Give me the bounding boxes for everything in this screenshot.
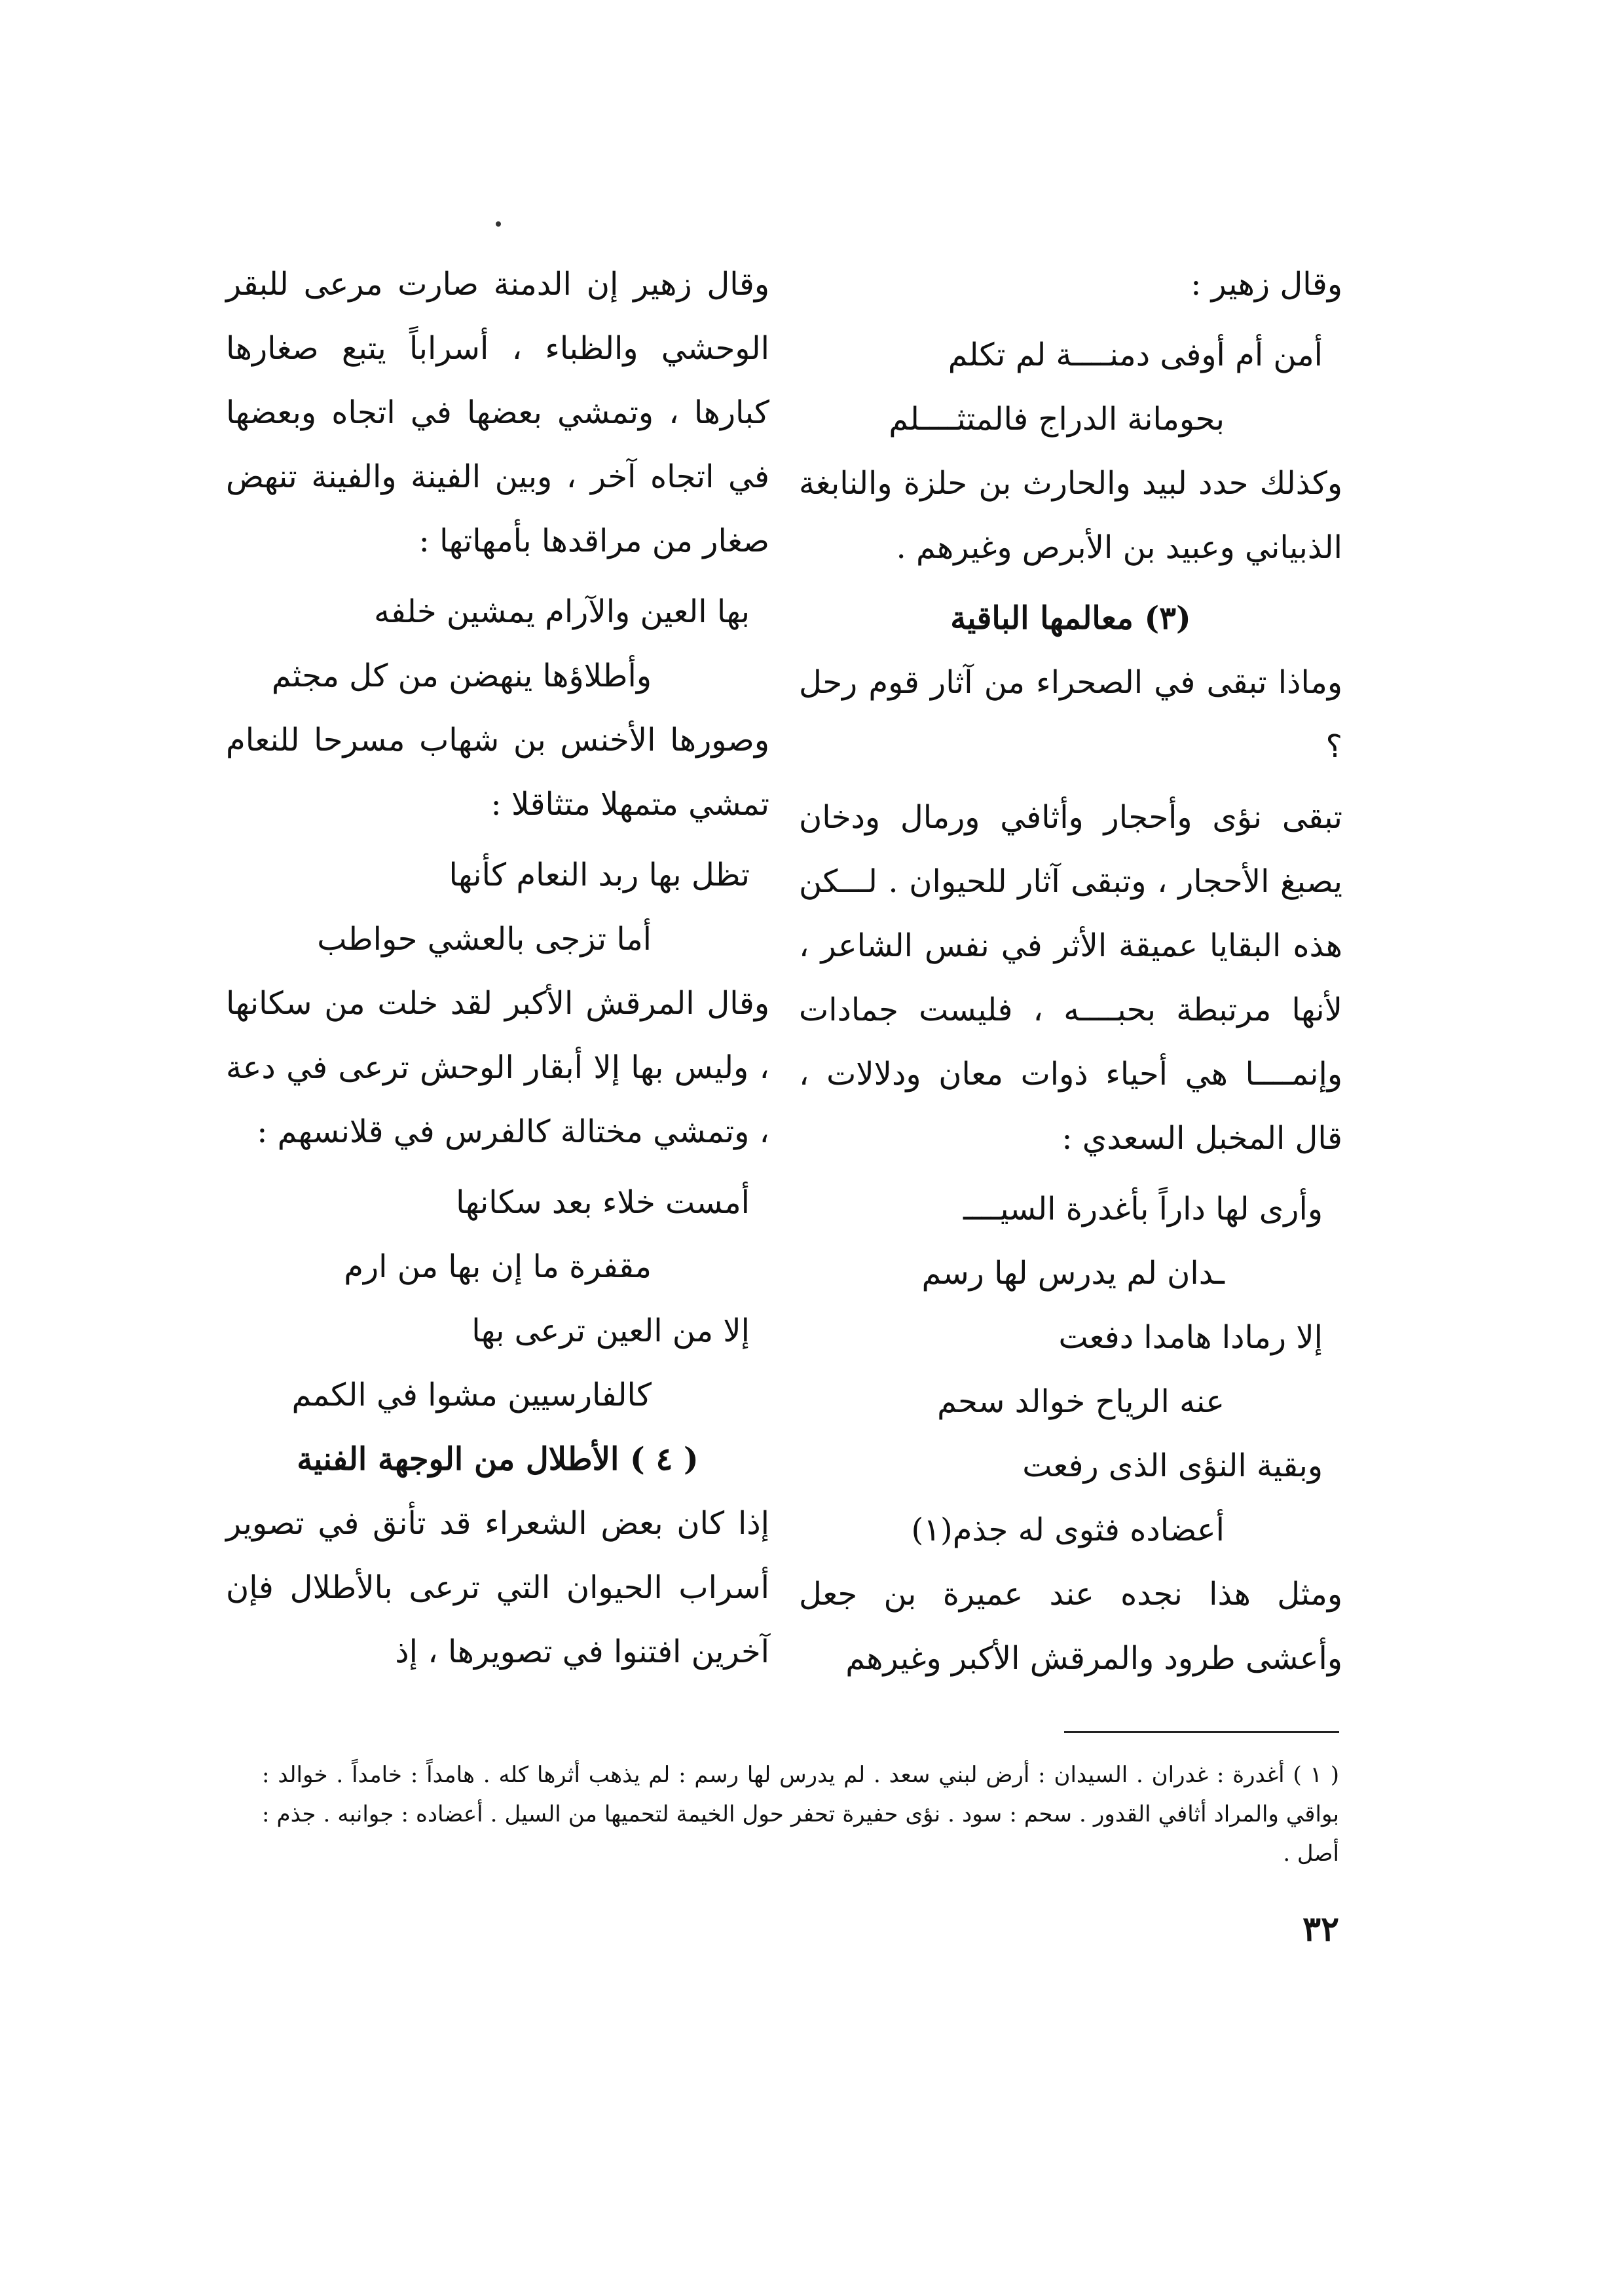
right-para2: وماذا تبقى في الصحراء من آثار قوم رحل ؟ — [799, 664, 1342, 765]
left-verse2-b: أما تزجى بالعشي حواطب — [317, 921, 652, 958]
right-verse1-a: أمن أم أوفى دمنــــة لم تكلم — [948, 337, 1323, 373]
left-verse1-b: وأطلاؤها ينهضن من كل مجثم — [271, 658, 652, 694]
right-intro: وقال زهير : — [1190, 266, 1342, 303]
left-verse3-c: إلا من العين ترعى بها — [471, 1313, 750, 1349]
right-section-heading: (٣) معالمها الباقية — [950, 600, 1191, 637]
left-para1: وقال زهير إن الدمنة صارت مرعى للبقر الوحشي والظباء ، أسراباً يتبع صغارها كبارها ، وتمشي بعضها في اتجاه وبعضها في اتجاه آخر ، وبين الفينة والفينة تنهض صغار من مراقدها بأمهاتها : — [226, 266, 769, 559]
left-para4: إذا كان بعض الشعراء قد تأنق في تصوير أسراب الحيوان التي ترعى بالأطلال فإن آخرين افتنوا في تصويرها ، إذ — [226, 1505, 769, 1670]
left-verse3-d: كالفارسيين مشوا في الكمم — [291, 1377, 652, 1413]
right-verse2-e: وبقية النؤى الذى رفعت — [1022, 1447, 1323, 1484]
footnote-rule — [1064, 1731, 1339, 1733]
footnote — [262, 1755, 1339, 1873]
ink-dot — [496, 221, 501, 227]
right-para1: وكذلك حدد لبيد والحارث بن حلزة والنابغة الذبياني وعبيد بن الأبرص وغيرهم . — [799, 465, 1342, 566]
left-section-heading: ( ٤ ) الأطلال من الوجهة الفنية — [297, 1441, 699, 1478]
right-verse1-b: بحومانة الدراج فالمتثــــلم — [889, 401, 1225, 438]
left-para2: وصورها الأخنس بن شهاب مسرحا للنعام تمشي متمهلا متثاقلا : — [226, 722, 769, 823]
right-column — [799, 252, 1342, 1697]
right-verse2-a: وأرى لها داراً بأغدرة السيــــ — [963, 1191, 1323, 1227]
footnote-text: ( ١ ) أغدرة : غدران . السيدان : أرض لبني سعد . لم يدرس لها رسم : لم يذهب أثرها كله . هامداً : خامداً . خوالد : بواقي والمراد أثافي القدور . سحم : سود . نؤى حفيرة تحفر حول الخيمة لتحميها من السيل . أعضاده : جوانبه . جذم : أصل . — [262, 1762, 1339, 1867]
right-verse2-b: ـدان لم يدرس لها رسم — [921, 1255, 1225, 1292]
left-verse3-b: مقفرة ما إن بها من ارم — [344, 1248, 652, 1285]
right-verse2-d: عنه الرياح خوالد سحم — [937, 1383, 1225, 1420]
right-verse2-c: إلا رمادا هامدا دفعت — [1058, 1319, 1323, 1356]
right-para3: تبقى نؤى وأحجار وأثافي ورمال ودخان يصبغ الأحجار ، وتبقى آثار للحيوان . لـــكن هذه البقايا عميقة الأثر في نفس الشاعر ، لأنها مرتبطة بحبــــه ، فليست جمادات وإنمــــا هي أحياء ذوات معان ودلالات ، قال المخبل السعدي : — [799, 799, 1342, 1157]
right-para4: ومثل هذا نجده عند عميرة بن جعل وأعشى طرود والمرقش الأكبر وغيرهم — [799, 1576, 1342, 1677]
right-verse2-f: أعضاده فثوى له جذم(١) — [911, 1512, 1225, 1548]
left-para3: وقال المرقش الأكبر لقد خلت من سكانها ، وليس بها إلا أبقار الوحش ترعى في دعة ، وتمشي مختالة كالفرس في قلانسهم : — [226, 985, 769, 1150]
left-verse3-a: أمست خلاء بعد سكانها — [456, 1184, 750, 1221]
left-verse1-a: بها العين والآرام يمشين خلفه — [374, 593, 750, 630]
page-number: ٣٢ — [1302, 1909, 1339, 1949]
left-column — [226, 252, 769, 1690]
left-verse2-a: تظل بها ربد النعام كأنها — [449, 857, 750, 893]
